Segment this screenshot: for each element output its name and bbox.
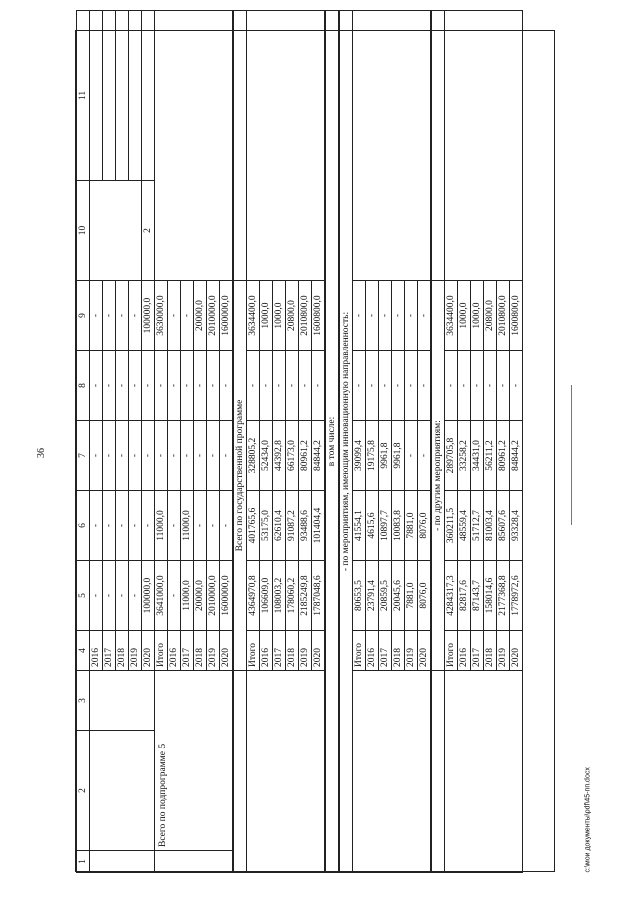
- cell-empty: [116, 11, 129, 181]
- value-cell: 48559,4: [458, 491, 471, 561]
- value-cell: -: [116, 491, 129, 561]
- cell-empty: [247, 11, 326, 281]
- value-cell: 53175,0: [260, 491, 273, 561]
- value-cell: 66173,0: [286, 421, 299, 491]
- value-cell: 20045,6: [392, 561, 405, 631]
- section-heading-state: Всего по государственной программе: [233, 281, 247, 671]
- value-cell: 3634400,0: [445, 281, 458, 351]
- table-row: [247, 11, 260, 873]
- year-cell: Итого: [247, 631, 260, 671]
- col-number: 4: [77, 631, 90, 671]
- value-cell: -: [155, 421, 168, 491]
- value-cell: -: [379, 351, 392, 421]
- value-cell: 20800,0: [484, 281, 497, 351]
- cell-empty: [445, 671, 523, 873]
- value-cell: 20000,0: [194, 281, 207, 351]
- year-cell: 2016: [168, 631, 181, 671]
- value-cell: 101404,4: [312, 491, 326, 561]
- col-number: 5: [77, 561, 90, 631]
- value-cell: 80653,5: [353, 561, 366, 631]
- page-number: 36: [36, 448, 47, 458]
- value-cell: 158014,6: [484, 561, 497, 631]
- value-cell: 62610,4: [273, 491, 286, 561]
- cell-empty: [233, 671, 247, 873]
- table-row: [445, 11, 458, 873]
- value-cell: 4284317,3: [445, 561, 458, 631]
- section-heading-innovation: - по мероприятиям, имеющим инновационную направленность:: [339, 11, 353, 873]
- value-cell: -: [458, 351, 471, 421]
- value-cell: -: [405, 421, 418, 491]
- value-cell: -: [207, 491, 220, 561]
- value-cell: 100000,0: [142, 281, 155, 351]
- value-cell: -: [168, 351, 181, 421]
- value-cell: -: [181, 351, 194, 421]
- value-cell: -: [260, 351, 273, 421]
- year-cell: 2016: [90, 631, 103, 671]
- value-cell: -: [392, 351, 405, 421]
- col-number: 1: [77, 851, 90, 873]
- section-heading-including: в том числе:: [325, 11, 339, 873]
- value-cell: -: [168, 281, 181, 351]
- budget-table-rotated: [76, 31, 556, 873]
- value-cell: -: [353, 281, 366, 351]
- year-cell: 2019: [497, 631, 510, 671]
- value-cell: -: [471, 351, 484, 421]
- table-row: [90, 11, 103, 873]
- value-cell: 401765,6: [247, 491, 260, 561]
- year-cell: 2020: [142, 631, 155, 671]
- value-cell: 8076,0: [418, 561, 432, 631]
- value-cell: -: [445, 351, 458, 421]
- table-row: [353, 11, 366, 873]
- cell-empty: [431, 671, 445, 873]
- year-cell: 2018: [194, 631, 207, 671]
- value-cell: 3630000,0: [155, 281, 168, 351]
- value-cell: -: [181, 281, 194, 351]
- value-cell: 1600800,0: [510, 281, 523, 351]
- value-cell: 1600000,0: [220, 561, 234, 631]
- year-cell: 2016: [366, 631, 379, 671]
- value-cell: 10083,8: [392, 491, 405, 561]
- value-cell: 178060,2: [286, 561, 299, 631]
- section-heading-other: - по другим мероприятиям:: [431, 281, 445, 671]
- value-cell: -: [90, 421, 103, 491]
- section-row: [233, 11, 247, 873]
- value-cell: -: [103, 491, 116, 561]
- table-row: [155, 11, 168, 873]
- value-cell: 11000,0: [155, 491, 168, 561]
- value-cell: 2010000,0: [207, 561, 220, 631]
- value-cell: -: [207, 421, 220, 491]
- footer-file-path: c:\мои документы\pdf\45-пп.docx: [584, 767, 592, 873]
- value-cell: -: [168, 421, 181, 491]
- value-cell: -: [353, 351, 366, 421]
- value-cell: -: [366, 281, 379, 351]
- budget-table-frame: [75, 30, 555, 872]
- cell-empty: [90, 731, 155, 851]
- value-cell: 44392,8: [273, 421, 286, 491]
- value-cell: 289705,8: [445, 421, 458, 491]
- col-number: 2: [77, 731, 90, 851]
- subprogram-label: Всего по подпрограмме 5: [155, 671, 234, 851]
- col-number: 3: [77, 671, 90, 731]
- value-cell: -: [129, 561, 142, 631]
- value-cell: -: [418, 281, 432, 351]
- value-cell: 85607,6: [497, 491, 510, 561]
- value-cell: -: [273, 351, 286, 421]
- value-cell: 7881,0: [405, 491, 418, 561]
- value-cell: 41554,1: [353, 491, 366, 561]
- value-cell: -: [207, 351, 220, 421]
- value-cell: 11000,0: [181, 491, 194, 561]
- value-cell: -: [220, 491, 234, 561]
- value-cell: 7881,0: [405, 561, 418, 631]
- cell-empty: [90, 671, 155, 731]
- year-cell: Итого: [353, 631, 366, 671]
- value-cell: -: [142, 421, 155, 491]
- col-number: 6: [77, 491, 90, 561]
- value-cell: 100000,0: [142, 561, 155, 631]
- year-cell: 2016: [260, 631, 273, 671]
- value-cell: -: [129, 421, 142, 491]
- value-cell: -: [247, 351, 260, 421]
- value-cell: -: [181, 421, 194, 491]
- year-cell: Итого: [445, 631, 458, 671]
- value-cell: 2010800,0: [497, 281, 510, 351]
- footer-divider: [571, 385, 572, 525]
- value-cell: 20000,0: [194, 561, 207, 631]
- value-cell: 3634400,0: [247, 281, 260, 351]
- year-cell: 2019: [129, 631, 142, 671]
- year-cell: 2017: [471, 631, 484, 671]
- year-cell: Итого: [155, 631, 168, 671]
- year-cell: 2018: [392, 631, 405, 671]
- value-cell: 108003,2: [273, 561, 286, 631]
- year-cell: 2017: [273, 631, 286, 671]
- value-cell: -: [497, 351, 510, 421]
- cell-empty: [431, 11, 445, 281]
- value-cell: 87143,7: [471, 561, 484, 631]
- value-cell: -: [90, 491, 103, 561]
- value-cell: -: [220, 351, 234, 421]
- value-cell: -: [116, 351, 129, 421]
- value-cell: 2177368,8: [497, 561, 510, 631]
- value-cell: -: [103, 351, 116, 421]
- value-cell: 84844,2: [312, 421, 326, 491]
- value-cell: 1000,0: [471, 281, 484, 351]
- cell-empty: [90, 11, 103, 181]
- cell-empty: [353, 11, 432, 281]
- value-cell: 93328,4: [510, 491, 523, 561]
- value-cell: 39099,4: [353, 421, 366, 491]
- cell-empty: [142, 11, 155, 181]
- year-cell: 2018: [286, 631, 299, 671]
- cell-empty: [233, 11, 247, 281]
- value-cell: -: [168, 561, 181, 631]
- value-cell: -: [194, 421, 207, 491]
- col-number: 11: [77, 11, 90, 181]
- year-cell: 2019: [405, 631, 418, 671]
- value-cell: -: [116, 561, 129, 631]
- value-cell: -: [510, 351, 523, 421]
- value-cell: -: [129, 351, 142, 421]
- cell-empty: [129, 11, 142, 181]
- cell-empty: [90, 181, 142, 281]
- value-cell: -: [142, 351, 155, 421]
- value-cell: 23791,4: [366, 561, 379, 631]
- value-cell: 11000,0: [181, 561, 194, 631]
- col-number: 7: [77, 421, 90, 491]
- value-cell: 51712,7: [471, 491, 484, 561]
- cell-empty: [155, 851, 234, 873]
- value-cell: 106609,0: [260, 561, 273, 631]
- section-row: [339, 11, 353, 873]
- value-cell: 80961,2: [299, 421, 312, 491]
- cell-empty: [90, 851, 155, 873]
- col-number: 10: [77, 181, 90, 281]
- value-cell: 3641000,0: [155, 561, 168, 631]
- value-cell: 10897,7: [379, 491, 392, 561]
- year-cell: 2017: [379, 631, 392, 671]
- value-cell: -: [312, 351, 326, 421]
- value-cell: -: [103, 281, 116, 351]
- value-cell: 9961,8: [379, 421, 392, 491]
- value-cell: -: [90, 281, 103, 351]
- value-cell: 20800,0: [286, 281, 299, 351]
- value-cell: -: [405, 351, 418, 421]
- budget-table: [76, 10, 523, 873]
- value-cell: 33258,2: [458, 421, 471, 491]
- value-cell: 1787048,6: [312, 561, 326, 631]
- value-cell: 1000,0: [458, 281, 471, 351]
- value-cell: -: [392, 281, 405, 351]
- value-cell: 19175,8: [366, 421, 379, 491]
- value-cell: 20859,5: [379, 561, 392, 631]
- value-cell: 1778972,6: [510, 561, 523, 631]
- value-cell: 52434,0: [260, 421, 273, 491]
- value-cell: 9961,8: [392, 421, 405, 491]
- value-cell: -: [484, 351, 497, 421]
- value-cell: -: [418, 421, 432, 491]
- value-cell: -: [418, 351, 432, 421]
- value-cell: 84844,2: [510, 421, 523, 491]
- cell-empty: [155, 11, 234, 281]
- year-cell: 2019: [207, 631, 220, 671]
- value-cell: -: [116, 281, 129, 351]
- value-cell: 91087,2: [286, 491, 299, 561]
- value-cell: -: [116, 421, 129, 491]
- value-cell: -: [129, 491, 142, 561]
- column-number-row: [77, 11, 90, 873]
- year-cell: 2019: [299, 631, 312, 671]
- value-cell: -: [366, 351, 379, 421]
- year-cell: 2017: [103, 631, 116, 671]
- value-cell: 82817,6: [458, 561, 471, 631]
- value-cell: -: [405, 281, 418, 351]
- value-cell: -: [299, 351, 312, 421]
- value-cell: -: [194, 351, 207, 421]
- value-cell: 1000,0: [260, 281, 273, 351]
- section-row: [431, 11, 445, 873]
- cell-empty: [445, 11, 523, 281]
- section-row: [325, 11, 339, 873]
- value-cell: -: [142, 491, 155, 561]
- value-cell: 360211,5: [445, 491, 458, 561]
- value-cell: 1000,0: [273, 281, 286, 351]
- year-cell: 2020: [510, 631, 523, 671]
- cell-empty: [103, 11, 116, 181]
- value-cell: 2010000,0: [207, 281, 220, 351]
- value-cell: 4364970,8: [247, 561, 260, 631]
- value-cell: -: [103, 421, 116, 491]
- year-cell: 2018: [484, 631, 497, 671]
- value-cell: 4615,6: [366, 491, 379, 561]
- value-cell: -: [194, 491, 207, 561]
- cell-empty: [353, 671, 432, 873]
- year-cell: 2020: [220, 631, 234, 671]
- value-cell: 34431,0: [471, 421, 484, 491]
- value-cell: -: [155, 351, 168, 421]
- year-cell: 2020: [312, 631, 326, 671]
- value-cell: -: [129, 281, 142, 351]
- cell-empty: [247, 671, 326, 873]
- year-cell: 2016: [458, 631, 471, 671]
- value-cell: 56211,2: [484, 421, 497, 491]
- year-cell: 2018: [116, 631, 129, 671]
- value-cell: -: [103, 561, 116, 631]
- value-cell: -: [168, 491, 181, 561]
- col-number: 9: [77, 281, 90, 351]
- value-cell: -: [379, 281, 392, 351]
- value-cell: 93488,6: [299, 491, 312, 561]
- value-cell: 80961,2: [497, 421, 510, 491]
- value-cell: 2010800,0: [299, 281, 312, 351]
- value-cell: 8076,0: [418, 491, 432, 561]
- value-cell: -: [286, 351, 299, 421]
- value-cell: -: [90, 351, 103, 421]
- value-cell: 2185249,8: [299, 561, 312, 631]
- value-cell: -: [90, 561, 103, 631]
- value-cell: 1600800,0: [312, 281, 326, 351]
- col10-marker: 2: [142, 181, 155, 281]
- year-cell: 2017: [181, 631, 194, 671]
- value-cell: 81003,4: [484, 491, 497, 561]
- value-cell: 1600000,0: [220, 281, 234, 351]
- year-cell: 2020: [418, 631, 432, 671]
- value-cell: 328805,2: [247, 421, 260, 491]
- value-cell: -: [220, 421, 234, 491]
- col-number: 8: [77, 351, 90, 421]
